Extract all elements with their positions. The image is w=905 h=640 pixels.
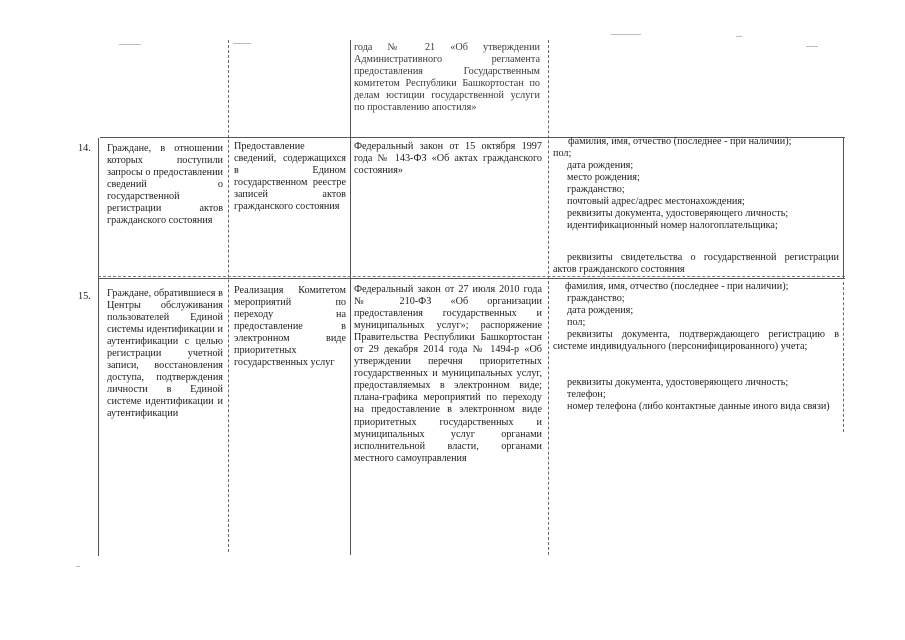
data-list-item: дата рождения;: [567, 160, 634, 172]
data-list-item: телефон;: [567, 389, 606, 401]
data-list-item: реквизиты документа, удостоверяющего личность;: [567, 208, 789, 220]
data-list-item: почтовый адрес/адрес местонахождения;: [567, 196, 745, 208]
scan-speck: [76, 566, 80, 567]
data-list: [553, 377, 841, 401]
data-list-item: номер телефона (либо контактные данные иного вида связи): [567, 401, 830, 412]
service-cell: Предоставление сведений, содержащихся в Едином государственном реестре записей актов гражданского состояния: [234, 141, 346, 213]
data-list-item: реквизиты документа, подтверждающего регистрацию в системе индивидуального (персонифицированного) учета;: [553, 329, 839, 353]
row-border: [98, 276, 845, 277]
recipients-cell: Граждане, в отношении которых поступили запросы о предоставлении сведений о государственной регистрации актов гражданского состояния: [107, 143, 223, 227]
data-list-item: пол;: [553, 148, 572, 160]
column-border: [228, 40, 229, 552]
scan-speck: [611, 34, 641, 35]
scan-speck: [736, 36, 742, 37]
row-border: [98, 278, 845, 279]
legal-basis-cell: Федеральный закон от 27 июля 2010 года № 210-ФЗ «Об организации предоставления государственных и муниципальных услуг»; распоряжение Правительства Республики Башкортостан от 29 декабря 2014 года № 1494-р «Об утверждении перечня приоритетных государственных и муниципальных услуг, предоставляемых в электронном виде; плана-графика мероприятий по переходу на предоставление в электронном виде приоритетных государственных и муниципальных услуг органами исполнительной власти, органами местного самоуправления: [354, 284, 542, 464]
row-number: 14.: [78, 143, 91, 154]
column-border: [843, 282, 844, 432]
column-border: [843, 138, 844, 278]
data-list-item: реквизиты свидетельства о государственной регистрации актов гражданского состояния: [553, 252, 839, 276]
service-cell: Реализация Комитетом мероприятий по переходу на предоставление в электронном виде приоритетных государственных услуг: [234, 285, 346, 369]
data-list-item: гражданство;: [567, 293, 625, 305]
row-number: 15.: [78, 291, 91, 302]
column-border: [350, 40, 351, 555]
data-list-item: дата рождения;: [567, 305, 634, 317]
column-border: [98, 138, 99, 556]
scan-speck: [233, 43, 251, 44]
legal-basis-continuation: года № 21 «Об утверждении Административного регламента предоставления Государственным комитетом Республики Башкортостан по делам юстиции государственной услуги по проставлению апостиля»: [354, 42, 540, 114]
data-list-item: пол;: [567, 317, 586, 329]
data-list-item: идентификационный номер налогоплательщика;: [567, 220, 778, 232]
data-list-item: место рождения;: [567, 172, 640, 184]
recipients-cell: Граждане, обратившиеся в Центры обслуживания пользователей Единой системы идентификации и аутентификации с целью регистрации учетной записи, восстановления доступа, подтверждения личности в Единой системе идентификации и аутентификации: [107, 288, 223, 420]
scan-speck: [806, 46, 818, 47]
scan-speck: [119, 44, 141, 45]
data-list-item: гражданство;: [567, 184, 625, 196]
data-list: [553, 136, 841, 232]
legal-basis-cell: Федеральный закон от 15 октября 1997 года № 143-ФЗ «Об актах гражданского состояния»: [354, 141, 542, 177]
column-border: [548, 40, 549, 555]
data-list-item: фамилия, имя, отчество (последнее - при наличии);: [565, 281, 789, 292]
data-list-item: фамилия, имя, отчество (последнее - при наличии);: [568, 136, 792, 147]
data-list: [553, 281, 841, 329]
data-list-item: реквизиты документа, удостоверяющего личность;: [567, 377, 789, 388]
